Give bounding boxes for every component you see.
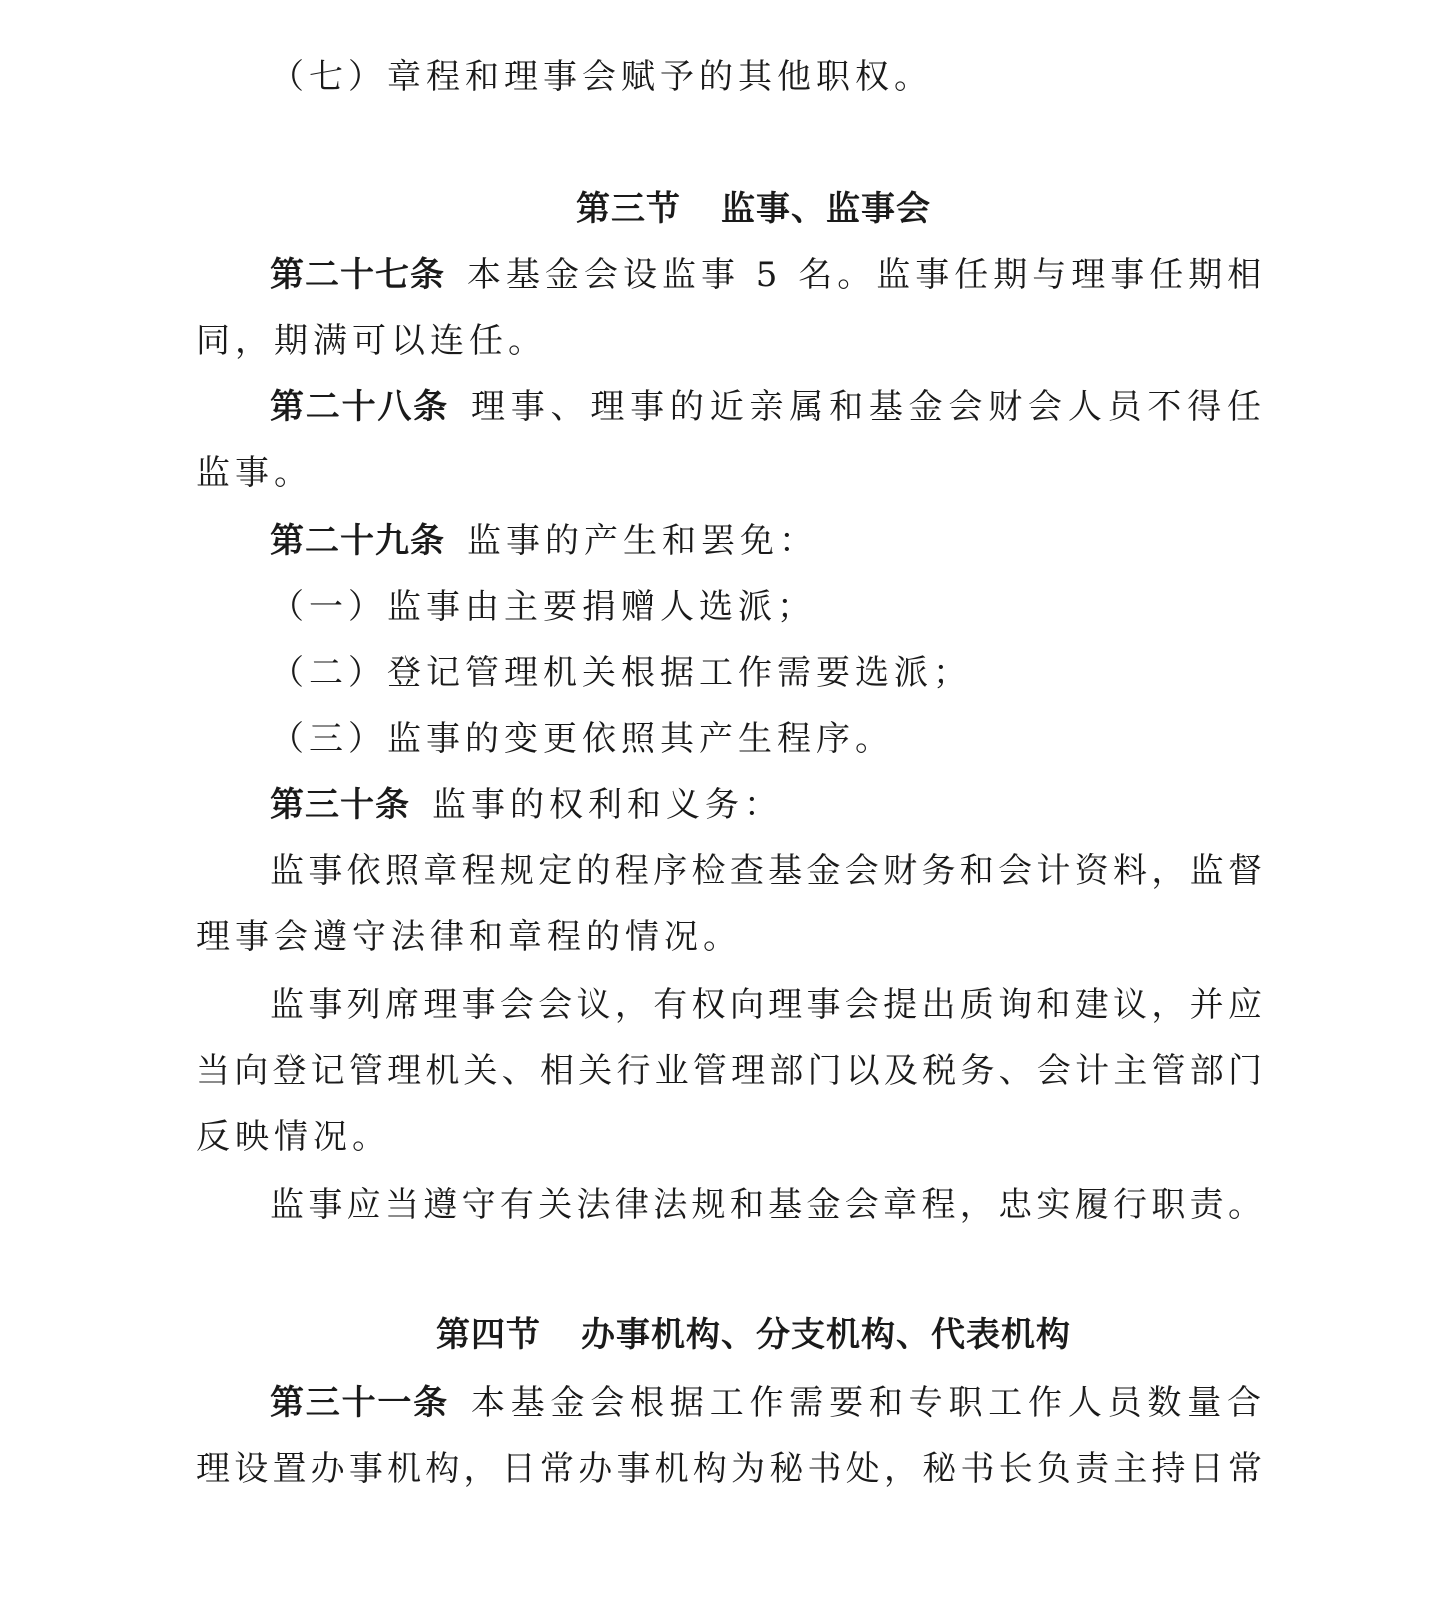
section-4-title: 办事机构、分支机构、代表机构 bbox=[581, 1315, 1071, 1355]
article-30-para-3-line-1: 监事应当遵守有关法律法规和基金会章程，忠实履行职责。 bbox=[270, 1185, 1266, 1225]
article-27-label: 第二十七条 bbox=[270, 255, 445, 295]
article-30-line-1 bbox=[270, 776, 1266, 834]
article-29-line-1 bbox=[270, 512, 1266, 570]
article-30-para-1-line-1: 监事依照章程规定的程序检查基金会财务和会计资料，监督 bbox=[270, 851, 1266, 891]
article-29-text-1: 监事的产生和罢免： bbox=[467, 521, 818, 561]
article-31-label: 第三十一条 bbox=[270, 1383, 449, 1423]
section-3-title: 监事、监事会 bbox=[721, 189, 931, 229]
article-28-line-1 bbox=[270, 378, 1266, 436]
article-31-text-1: 本基金会根据工作需要和专职工作人员数量合 bbox=[470, 1383, 1267, 1423]
article-29-item-3: （三）监事的变更依照其产生程序。 bbox=[270, 719, 894, 759]
article-26-item-7: （七）章程和理事会赋予的其他职权。 bbox=[270, 57, 933, 97]
article-30-para-2-line-2: 当向登记管理机关、相关行业管理部门以及税务、会计主管部门 bbox=[196, 1051, 1266, 1091]
article-30-label: 第三十条 bbox=[270, 785, 410, 825]
section-3-heading bbox=[0, 180, 1437, 238]
article-28-line-2: 监事。 bbox=[196, 453, 313, 493]
article-29-item-1: （一）监事由主要捐赠人选派； bbox=[270, 587, 816, 627]
article-29-label: 第二十九条 bbox=[270, 521, 445, 561]
section-4-number: 第四节 bbox=[436, 1315, 541, 1355]
article-27-line-1 bbox=[270, 246, 1266, 304]
article-27-line-2: 同，期满可以连任。 bbox=[196, 321, 547, 361]
article-30-para-2-line-3: 反映情况。 bbox=[196, 1117, 391, 1157]
section-3-number: 第三节 bbox=[576, 189, 681, 229]
article-31-line-2: 理设置办事机构，日常办事机构为秘书处，秘书长负责主持日常 bbox=[196, 1449, 1266, 1489]
article-30-text-1: 监事的权利和义务： bbox=[432, 785, 783, 825]
article-31-line-1 bbox=[270, 1374, 1266, 1432]
section-4-heading bbox=[0, 1306, 1437, 1364]
article-30-para-2-line-1: 监事列席理事会会议，有权向理事会提出质询和建议，并应 bbox=[270, 985, 1266, 1025]
article-30-para-1-line-2: 理事会遵守法律和章程的情况。 bbox=[196, 917, 742, 957]
article-28-text-1: 理事、理事的近亲属和基金会财会人员不得任 bbox=[470, 387, 1267, 427]
article-27-text-1: 本基金会设监事 5 名。监事任期与理事任期相 bbox=[467, 255, 1267, 295]
article-29-item-2: （二）登记管理机关根据工作需要选派； bbox=[270, 653, 972, 693]
article-28-label: 第二十八条 bbox=[270, 387, 449, 427]
